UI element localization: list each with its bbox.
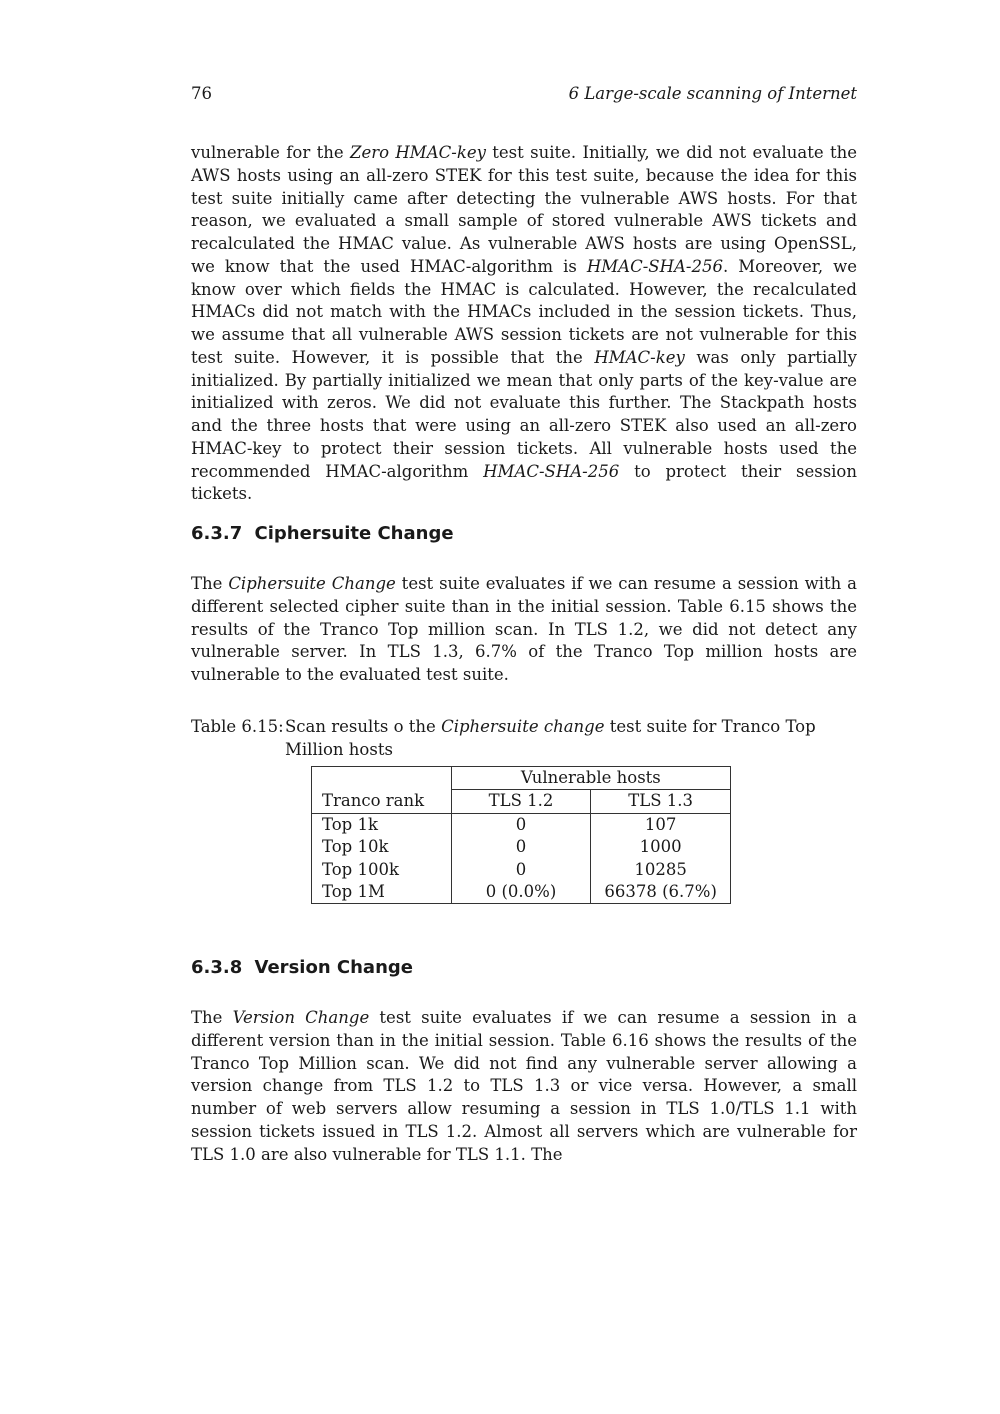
table-header-row (312, 790, 731, 813)
section-heading-version-change (191, 957, 413, 978)
section-number: 6.3.8 (191, 957, 243, 978)
emphasis-hmac-sha-256: HMAC-SHA-256 (586, 256, 723, 276)
running-head (191, 84, 857, 106)
table-header-vulnerable-hosts: Vulnerable hosts (451, 767, 730, 790)
text-run: vulnerable for the (191, 143, 350, 162)
table-cell-rank: Top 10k (312, 836, 452, 858)
text-run: The (191, 1008, 233, 1027)
table-cell-tls13: 10285 (591, 859, 731, 881)
table-cell-tls13: 107 (591, 813, 731, 836)
text-run: was only partially initialized. By partially initialized we mean that only parts of the key-value are initialized with zeros. We did not evaluate this further. The Stackpath hosts and the three hosts that were using an all-zero STEK also used an all-zero HMAC-key to protect their session tickets. All vulnerable hosts used the recommended HMAC-algorithm (191, 347, 857, 481)
table-header-empty-cell (312, 767, 452, 790)
emphasis-hmac-key: HMAC-key (594, 347, 685, 367)
text-run: test suite for Tranco Top Million hosts (285, 717, 816, 759)
paragraph-ciphersuite-change (191, 573, 857, 687)
results-table (311, 766, 731, 904)
table-cell-tls13: 66378 (6.7%) (591, 881, 731, 904)
table-row (312, 813, 731, 836)
table-header-row-group (312, 767, 731, 790)
text-run: Scan results o the (285, 717, 442, 736)
table-row (312, 859, 731, 881)
chapter-title: 6 Large-scale scanning of Internet (568, 84, 857, 103)
section-title: Ciphersuite Change (254, 523, 454, 544)
section-title: Version Change (254, 957, 413, 978)
paragraph-hmac-evaluation (191, 142, 857, 506)
emphasis-hmac-sha-256: HMAC-SHA-256 (483, 461, 620, 481)
emphasis-version-change: Version Change (232, 1008, 370, 1027)
text-run: test suite evaluates if we can resume a session in a different version than in the initial session. Table 6.16 shows the results of the Tranco Top Million scan. We did not find any vulnerable server allowing a version change from TLS 1.2 to TLS 1.3 or vice versa. However, a small number of web servers allow resuming a session in TLS 1.0/TLS 1.1 with session tickets issued in TLS 1.2. Almost all servers which are vulnerable for TLS 1.0 are also vulnerable for TLS 1.1. The (191, 1008, 857, 1164)
table-cell-rank: Top 1k (312, 813, 452, 836)
page-number: 76 (191, 84, 212, 103)
table-caption-text (285, 716, 857, 762)
table-cell-tls12: 0 (0.0%) (451, 881, 591, 904)
text-run: . Moreover, we know over which fields the HMAC is calculated. However, the recalculated HMACs did not match with the HMACs included in the session tickets. Thus, we assume that all vulnerable AWS session tickets are not vulnerable for this test suite. However, it is possible that the (191, 256, 857, 367)
table-header-tls13: TLS 1.3 (591, 790, 731, 813)
table-caption-label: Table 6.15: (191, 717, 284, 736)
table-header-tls12: TLS 1.2 (451, 790, 591, 813)
section-number: 6.3.7 (191, 523, 243, 544)
table-cell-rank: Top 1M (312, 881, 452, 904)
table-cell-tls12: 0 (451, 859, 591, 881)
emphasis-ciphersuite-change: Ciphersuite Change (228, 574, 396, 593)
table-row (312, 881, 731, 904)
section-heading-ciphersuite-change (191, 523, 454, 544)
table-cell-tls13: 1000 (591, 836, 731, 858)
text-run: test suite evaluates if we can resume a session with a different selected cipher suite than in the initial session. Table 6.15 shows the results of the Tranco Top million scan. In TLS 1.2, we did not detect any vulnerable server. In TLS 1.3, 6.7% of the Tranco Top million hosts are vulnerable to the evaluated test suite. (191, 574, 858, 684)
emphasis-ciphersuite-change: Ciphersuite change (441, 717, 605, 736)
table-header-tranco-rank: Tranco rank (312, 790, 452, 813)
table-cell-rank: Top 100k (312, 859, 452, 881)
table-cell-tls12: 0 (451, 813, 591, 836)
text-run: test suite. Initially, we did not evaluate the AWS hosts using an all-zero STEK for this test suite, because the idea for this test suite initially came after detecting the vulnerable AWS hosts. For that reason, we evaluated a small sample of stored vulnerable AWS tickets and recalculated the HMAC value. As vulnerable AWS hosts are using OpenSSL, we know that the used HMAC-algorithm is (191, 143, 857, 276)
emphasis-zero-hmac-key: Zero HMAC-key (350, 143, 486, 162)
table-cell-tls12: 0 (451, 836, 591, 858)
text-run: The (191, 574, 229, 593)
paragraph-version-change (191, 1007, 857, 1166)
table-row (312, 836, 731, 858)
text-run: to protect their session tickets. (191, 461, 857, 504)
